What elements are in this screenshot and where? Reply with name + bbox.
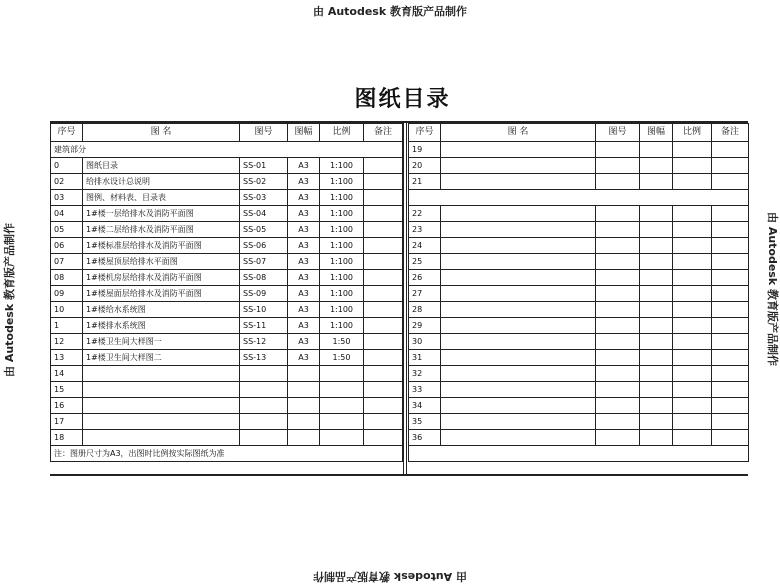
row-size bbox=[640, 174, 673, 190]
row-scale bbox=[673, 158, 712, 174]
row-remark bbox=[712, 270, 749, 286]
row-no: 34 bbox=[409, 398, 441, 414]
row-name: 1#楼二层给排水及消防平面图 bbox=[83, 222, 240, 238]
row-size: A3 bbox=[288, 286, 320, 302]
col-scale-header: 比例 bbox=[673, 124, 712, 142]
row-scale bbox=[673, 286, 712, 302]
row-size bbox=[640, 158, 673, 174]
row-size: A3 bbox=[288, 254, 320, 270]
col-no-header: 序号 bbox=[51, 124, 83, 142]
drawing-catalog-right bbox=[408, 123, 749, 462]
row-size bbox=[640, 254, 673, 270]
row-scale bbox=[673, 254, 712, 270]
blank-cell bbox=[409, 446, 749, 462]
blank-cell bbox=[409, 190, 749, 206]
row-size bbox=[640, 366, 673, 382]
blank-row bbox=[409, 446, 749, 462]
row-name bbox=[441, 222, 596, 238]
row-remark bbox=[364, 366, 403, 382]
row-scale bbox=[673, 366, 712, 382]
row-remark bbox=[364, 318, 403, 334]
row-size bbox=[640, 270, 673, 286]
row-no: 26 bbox=[409, 270, 441, 286]
row-remark bbox=[364, 286, 403, 302]
table-row bbox=[409, 222, 749, 238]
row-scale bbox=[673, 206, 712, 222]
row-remark bbox=[712, 158, 749, 174]
table-row bbox=[409, 414, 749, 430]
row-size: A3 bbox=[288, 302, 320, 318]
row-name bbox=[83, 398, 240, 414]
row-drawing-no: SS-03 bbox=[240, 190, 288, 206]
row-remark bbox=[364, 222, 403, 238]
row-size bbox=[288, 382, 320, 398]
row-scale: 1:100 bbox=[320, 174, 364, 190]
row-remark bbox=[364, 430, 403, 446]
row-scale bbox=[673, 334, 712, 350]
row-no: 31 bbox=[409, 350, 441, 366]
table-row bbox=[409, 286, 749, 302]
table-row bbox=[409, 158, 749, 174]
row-remark bbox=[712, 366, 749, 382]
row-drawing-no bbox=[596, 398, 640, 414]
table-row bbox=[51, 158, 403, 174]
row-drawing-no bbox=[596, 142, 640, 158]
row-size bbox=[640, 398, 673, 414]
row-name bbox=[83, 414, 240, 430]
row-scale bbox=[673, 430, 712, 446]
col-drawing-no-header: 图号 bbox=[596, 124, 640, 142]
row-drawing-no bbox=[596, 382, 640, 398]
row-no: 36 bbox=[409, 430, 441, 446]
row-scale bbox=[673, 174, 712, 190]
table-row bbox=[409, 350, 749, 366]
table-row bbox=[409, 366, 749, 382]
row-name: 1#楼一层给排水及消防平面图 bbox=[83, 206, 240, 222]
row-name: 1#楼机房层给排水及消防平面图 bbox=[83, 270, 240, 286]
row-remark bbox=[364, 270, 403, 286]
row-no: 17 bbox=[51, 414, 83, 430]
row-no: 13 bbox=[51, 350, 83, 366]
table-row bbox=[51, 366, 403, 382]
table-row bbox=[51, 430, 403, 446]
row-remark bbox=[364, 414, 403, 430]
row-no: 19 bbox=[409, 142, 441, 158]
row-scale bbox=[673, 142, 712, 158]
row-no: 33 bbox=[409, 382, 441, 398]
row-scale bbox=[673, 318, 712, 334]
row-name: 图纸目录 bbox=[83, 158, 240, 174]
header-row bbox=[409, 124, 749, 142]
row-drawing-no bbox=[596, 430, 640, 446]
section-label: 建筑部分 bbox=[51, 142, 403, 158]
table-row bbox=[51, 286, 403, 302]
row-size bbox=[288, 430, 320, 446]
row-scale bbox=[320, 414, 364, 430]
table-row bbox=[51, 238, 403, 254]
table-row bbox=[409, 302, 749, 318]
table-row bbox=[51, 414, 403, 430]
row-no: 14 bbox=[51, 366, 83, 382]
row-size: A3 bbox=[288, 158, 320, 174]
page-title: 图纸目录 bbox=[354, 87, 451, 112]
row-no: 20 bbox=[409, 158, 441, 174]
row-remark bbox=[712, 286, 749, 302]
row-no: 02 bbox=[51, 174, 83, 190]
row-remark bbox=[712, 238, 749, 254]
row-name bbox=[441, 430, 596, 446]
row-name: 1#楼标准层给排水及消防平面图 bbox=[83, 238, 240, 254]
watermark-right: 由 Autodesk 教育版产品制作 bbox=[766, 211, 779, 366]
row-scale bbox=[673, 270, 712, 286]
frame-bottom-line bbox=[50, 474, 748, 476]
row-drawing-no: SS-02 bbox=[240, 174, 288, 190]
row-remark bbox=[364, 206, 403, 222]
row-scale bbox=[673, 222, 712, 238]
header-row bbox=[51, 124, 403, 142]
row-drawing-no bbox=[596, 334, 640, 350]
row-size bbox=[640, 414, 673, 430]
table-row bbox=[51, 270, 403, 286]
center-divider bbox=[403, 121, 407, 476]
table-row bbox=[409, 174, 749, 190]
row-name bbox=[441, 382, 596, 398]
row-no: 10 bbox=[51, 302, 83, 318]
row-remark bbox=[364, 174, 403, 190]
row-size: A3 bbox=[288, 190, 320, 206]
row-scale: 1:100 bbox=[320, 254, 364, 270]
row-name: 1#楼屋面层给排水及消防平面图 bbox=[83, 286, 240, 302]
row-name bbox=[441, 286, 596, 302]
table-row bbox=[409, 430, 749, 446]
col-remark-header: 备注 bbox=[712, 124, 749, 142]
row-no: 06 bbox=[51, 238, 83, 254]
row-name: 图例、材料表、目录表 bbox=[83, 190, 240, 206]
row-scale: 1:50 bbox=[320, 350, 364, 366]
row-remark bbox=[364, 398, 403, 414]
row-size bbox=[640, 318, 673, 334]
row-remark bbox=[364, 254, 403, 270]
row-remark bbox=[712, 222, 749, 238]
row-size bbox=[640, 350, 673, 366]
row-no: 03 bbox=[51, 190, 83, 206]
row-drawing-no: SS-09 bbox=[240, 286, 288, 302]
row-remark bbox=[364, 350, 403, 366]
row-remark bbox=[712, 382, 749, 398]
row-no: 1 bbox=[51, 318, 83, 334]
row-size: A3 bbox=[288, 318, 320, 334]
row-no: 12 bbox=[51, 334, 83, 350]
row-no: 24 bbox=[409, 238, 441, 254]
table-row bbox=[51, 206, 403, 222]
row-name bbox=[441, 206, 596, 222]
col-name-header: 图 名 bbox=[83, 124, 240, 142]
row-drawing-no bbox=[240, 430, 288, 446]
row-drawing-no bbox=[596, 254, 640, 270]
row-size bbox=[640, 222, 673, 238]
row-drawing-no: SS-12 bbox=[240, 334, 288, 350]
row-drawing-no bbox=[596, 414, 640, 430]
row-no: 30 bbox=[409, 334, 441, 350]
row-scale: 1:100 bbox=[320, 286, 364, 302]
row-size bbox=[640, 334, 673, 350]
row-name bbox=[441, 158, 596, 174]
footnote: 注：图册尺寸为A3，出图时比例按实际图纸为准 bbox=[51, 446, 403, 462]
row-size bbox=[640, 286, 673, 302]
table-row bbox=[51, 302, 403, 318]
row-drawing-no bbox=[240, 366, 288, 382]
row-no: 05 bbox=[51, 222, 83, 238]
row-no: 21 bbox=[409, 174, 441, 190]
row-name: 1#楼给水系统图 bbox=[83, 302, 240, 318]
row-name bbox=[83, 382, 240, 398]
row-drawing-no bbox=[596, 302, 640, 318]
row-size bbox=[288, 414, 320, 430]
row-scale: 1:100 bbox=[320, 206, 364, 222]
row-drawing-no: SS-11 bbox=[240, 318, 288, 334]
col-no-header: 序号 bbox=[409, 124, 441, 142]
table-row bbox=[409, 318, 749, 334]
row-drawing-no bbox=[596, 174, 640, 190]
row-name bbox=[441, 254, 596, 270]
row-drawing-no: SS-08 bbox=[240, 270, 288, 286]
row-remark bbox=[364, 190, 403, 206]
table-row bbox=[51, 190, 403, 206]
row-remark bbox=[364, 158, 403, 174]
row-no: 04 bbox=[51, 206, 83, 222]
row-remark bbox=[712, 302, 749, 318]
row-remark bbox=[712, 206, 749, 222]
row-drawing-no: SS-01 bbox=[240, 158, 288, 174]
row-name bbox=[441, 334, 596, 350]
row-size bbox=[640, 302, 673, 318]
row-size bbox=[640, 142, 673, 158]
col-size-header: 图幅 bbox=[640, 124, 673, 142]
row-name: 1#楼屋顶层给排水平面图 bbox=[83, 254, 240, 270]
row-size bbox=[640, 382, 673, 398]
row-remark bbox=[712, 254, 749, 270]
row-name bbox=[441, 350, 596, 366]
row-size bbox=[288, 366, 320, 382]
row-size: A3 bbox=[288, 174, 320, 190]
row-no: 16 bbox=[51, 398, 83, 414]
row-name bbox=[83, 430, 240, 446]
blank-row bbox=[409, 190, 749, 206]
row-no: 0 bbox=[51, 158, 83, 174]
row-name: 1#楼排水系统图 bbox=[83, 318, 240, 334]
row-size: A3 bbox=[288, 334, 320, 350]
row-drawing-no bbox=[240, 398, 288, 414]
row-no: 08 bbox=[51, 270, 83, 286]
row-remark bbox=[364, 302, 403, 318]
row-name: 1#楼卫生间大样图二 bbox=[83, 350, 240, 366]
col-size-header: 图幅 bbox=[288, 124, 320, 142]
drawing-catalog-left bbox=[50, 123, 403, 462]
row-remark bbox=[364, 334, 403, 350]
row-drawing-no bbox=[596, 286, 640, 302]
row-no: 32 bbox=[409, 366, 441, 382]
row-drawing-no: SS-07 bbox=[240, 254, 288, 270]
row-no: 27 bbox=[409, 286, 441, 302]
row-name bbox=[441, 398, 596, 414]
row-drawing-no: SS-06 bbox=[240, 238, 288, 254]
row-remark bbox=[364, 238, 403, 254]
row-scale: 1:100 bbox=[320, 238, 364, 254]
row-name bbox=[441, 270, 596, 286]
row-name bbox=[441, 414, 596, 430]
row-drawing-no bbox=[596, 238, 640, 254]
row-scale: 1:50 bbox=[320, 334, 364, 350]
table-row bbox=[51, 254, 403, 270]
row-drawing-no: SS-10 bbox=[240, 302, 288, 318]
row-size bbox=[640, 238, 673, 254]
row-remark bbox=[712, 350, 749, 366]
row-no: 28 bbox=[409, 302, 441, 318]
table-row bbox=[51, 174, 403, 190]
row-scale bbox=[673, 302, 712, 318]
row-drawing-no: SS-05 bbox=[240, 222, 288, 238]
row-no: 25 bbox=[409, 254, 441, 270]
table-row bbox=[51, 382, 403, 398]
row-scale: 1:100 bbox=[320, 222, 364, 238]
col-name-header: 图 名 bbox=[441, 124, 596, 142]
table-row bbox=[51, 350, 403, 366]
row-drawing-no bbox=[596, 366, 640, 382]
row-remark bbox=[712, 430, 749, 446]
row-scale bbox=[673, 238, 712, 254]
row-drawing-no: SS-13 bbox=[240, 350, 288, 366]
watermark-top: 由 Autodesk 教育版产品制作 bbox=[312, 5, 467, 18]
row-size: A3 bbox=[288, 350, 320, 366]
row-size: A3 bbox=[288, 238, 320, 254]
row-scale bbox=[673, 414, 712, 430]
row-name bbox=[441, 238, 596, 254]
table-row bbox=[409, 254, 749, 270]
row-name: 1#楼卫生间大样图一 bbox=[83, 334, 240, 350]
row-scale bbox=[320, 398, 364, 414]
row-remark bbox=[712, 398, 749, 414]
row-drawing-no bbox=[596, 350, 640, 366]
row-size bbox=[288, 398, 320, 414]
row-scale bbox=[320, 366, 364, 382]
row-remark bbox=[712, 318, 749, 334]
row-drawing-no bbox=[596, 222, 640, 238]
row-no: 07 bbox=[51, 254, 83, 270]
row-drawing-no bbox=[596, 270, 640, 286]
row-drawing-no bbox=[596, 206, 640, 222]
row-size: A3 bbox=[288, 206, 320, 222]
col-drawing-no-header: 图号 bbox=[240, 124, 288, 142]
table-row bbox=[409, 382, 749, 398]
watermark-bottom: 由 Autodesk 教育版产品制作 bbox=[313, 570, 468, 583]
row-size bbox=[640, 430, 673, 446]
table-row bbox=[51, 318, 403, 334]
col-remark-header: 备注 bbox=[364, 124, 403, 142]
row-size bbox=[640, 206, 673, 222]
row-drawing-no bbox=[596, 158, 640, 174]
row-size: A3 bbox=[288, 222, 320, 238]
row-scale bbox=[673, 398, 712, 414]
table-row bbox=[409, 206, 749, 222]
row-scale: 1:100 bbox=[320, 302, 364, 318]
row-drawing-no bbox=[240, 382, 288, 398]
row-remark bbox=[712, 142, 749, 158]
note-row bbox=[51, 446, 403, 462]
row-no: 23 bbox=[409, 222, 441, 238]
section-row bbox=[51, 142, 403, 158]
row-name bbox=[83, 366, 240, 382]
row-no: 35 bbox=[409, 414, 441, 430]
row-scale bbox=[320, 430, 364, 446]
row-name bbox=[441, 366, 596, 382]
row-no: 29 bbox=[409, 318, 441, 334]
row-no: 22 bbox=[409, 206, 441, 222]
row-remark bbox=[712, 414, 749, 430]
row-remark bbox=[712, 334, 749, 350]
table-row bbox=[51, 398, 403, 414]
row-scale: 1:100 bbox=[320, 318, 364, 334]
row-scale: 1:100 bbox=[320, 158, 364, 174]
table-row bbox=[51, 334, 403, 350]
row-scale: 1:100 bbox=[320, 190, 364, 206]
row-scale bbox=[320, 382, 364, 398]
row-name bbox=[441, 174, 596, 190]
table-row bbox=[409, 334, 749, 350]
row-drawing-no bbox=[596, 318, 640, 334]
row-name bbox=[441, 302, 596, 318]
row-scale: 1:100 bbox=[320, 270, 364, 286]
row-no: 18 bbox=[51, 430, 83, 446]
table-row bbox=[409, 398, 749, 414]
row-remark bbox=[712, 174, 749, 190]
row-drawing-no: SS-04 bbox=[240, 206, 288, 222]
row-name: 给排水设计总说明 bbox=[83, 174, 240, 190]
row-name bbox=[441, 142, 596, 158]
row-no: 15 bbox=[51, 382, 83, 398]
col-scale-header: 比例 bbox=[320, 124, 364, 142]
row-name bbox=[441, 318, 596, 334]
row-scale bbox=[673, 350, 712, 366]
table-row bbox=[51, 222, 403, 238]
row-remark bbox=[364, 382, 403, 398]
row-no: 09 bbox=[51, 286, 83, 302]
row-size: A3 bbox=[288, 270, 320, 286]
table-row bbox=[409, 270, 749, 286]
watermark-left: 由 Autodesk 教育版产品制作 bbox=[3, 223, 16, 378]
row-drawing-no bbox=[240, 414, 288, 430]
table-row bbox=[409, 142, 749, 158]
row-scale bbox=[673, 382, 712, 398]
table-row bbox=[409, 238, 749, 254]
